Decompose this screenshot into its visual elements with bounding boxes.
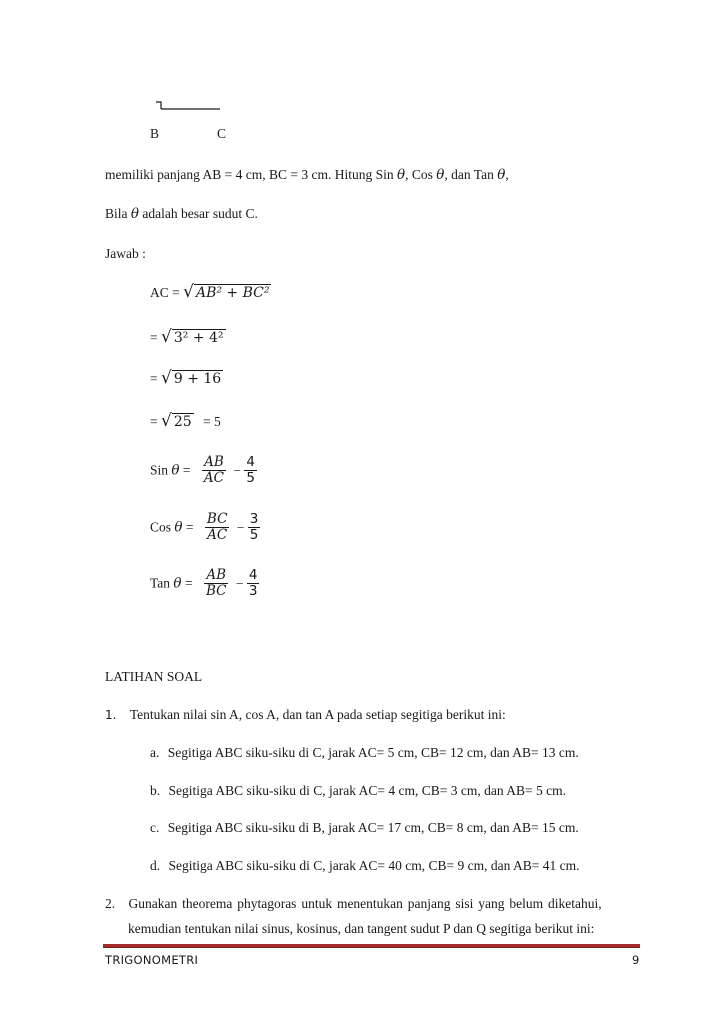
cos-label: Cos [150, 519, 172, 535]
section-heading: LATIHAN SOAL [105, 669, 203, 684]
item-label: c. [150, 820, 160, 835]
answer-label: Jawab : [105, 246, 146, 261]
problem-statement [105, 167, 509, 183]
item-text: Segitiga ABC siku-siku di B, jarak AC= 17 cm, CB= 8 cm, dan AB= 15 cm. [167, 820, 579, 835]
numerator: BC [206, 511, 228, 527]
fraction-value [247, 568, 260, 599]
item-label: b. [150, 783, 161, 798]
theta-symbol: θ [436, 167, 445, 183]
equals-sign: = [150, 414, 158, 429]
equals-sign: = [150, 371, 158, 386]
sin-label: Sin [150, 462, 169, 478]
statement-end: , [505, 167, 509, 182]
statement-text: memiliki panjang AB = 4 cm, BC = 3 cm. Hitung Sin [105, 167, 394, 182]
equals-sign: = [182, 462, 191, 478]
radicand: 3² + 4² [173, 330, 224, 346]
denominator: AC [207, 527, 228, 543]
equals-sign: = [184, 575, 193, 591]
question-text-line1: Gunakan theorema phytagoras untuk menentukan panjang sisi yang belum diketahui, [128, 896, 602, 911]
question-text: Tentukan nilai sin A, cos A, dan tan A pada setiap segitiga berikut ini: [129, 707, 506, 722]
vertex-label-b: B [150, 126, 160, 141]
theta-symbol: θ [130, 206, 140, 222]
theta-symbol: θ [497, 167, 506, 183]
denominator: 5 [246, 470, 255, 486]
list-item [150, 858, 579, 874]
radical-sign: √ [161, 411, 172, 431]
numerator: 4 [248, 567, 258, 583]
item-text: Segitiga ABC siku-siku di C, jarak AC= 5 cm, CB= 12 cm, dan AB= 13 cm. [167, 745, 579, 760]
numerator: 3 [249, 511, 259, 527]
tan-label: Tan [150, 575, 171, 591]
numerator: AB [202, 455, 226, 471]
sqrt-expression [161, 327, 226, 347]
equals-sign: = [185, 519, 194, 535]
step-ac-formula [150, 282, 271, 302]
item-label: a. [150, 745, 160, 760]
page-number: 9 [632, 953, 640, 967]
cos-ratio [150, 512, 260, 543]
theta-symbol: θ [171, 462, 180, 479]
statement-tan: , dan Tan [444, 167, 494, 182]
question-2-continued: kemudian tentukan nilai sinus, kosinus, dan tangent sudut P dan Q segitiga berikut ini: [128, 921, 595, 936]
triangle-diagram [150, 98, 230, 114]
item-text: Segitiga ABC siku-siku di C, jarak AC= 40 cm, CB= 9 cm, dan AB= 41 cm. [168, 858, 580, 873]
step-result [150, 411, 221, 431]
item-label: d. [150, 858, 161, 873]
footer-title: TRIGONOMETRI [105, 953, 199, 967]
radical-sign: √ [161, 368, 172, 388]
result-value: = 5 [203, 414, 221, 429]
numerator: 4 [246, 454, 255, 470]
radicand: AB² + BC² [195, 285, 270, 301]
theta-symbol: θ [396, 167, 406, 183]
vertex-label-c: C [217, 126, 227, 141]
sin-ratio [150, 455, 257, 486]
right-angle-mark [156, 102, 161, 109]
radicand: 25 [173, 414, 192, 430]
footer-rule [103, 944, 640, 948]
bila-prefix: Bila [105, 206, 128, 221]
radical-sign: √ [161, 327, 172, 347]
fraction-sides [204, 568, 229, 599]
question-number: 2. [105, 896, 116, 911]
fraction-value [248, 512, 261, 543]
question-number: 1. [105, 708, 117, 722]
radicand: 9 + 16 [173, 371, 222, 387]
sqrt-expression [161, 368, 223, 388]
dash-sign: − [236, 519, 245, 535]
radical-sign: √ [183, 282, 194, 302]
denominator: AC [203, 470, 224, 486]
bila-suffix: adalah besar sudut C. [142, 206, 258, 221]
fraction-value [244, 455, 257, 486]
theta-symbol: θ [174, 519, 183, 536]
item-text: Segitiga ABC siku-siku di C, jarak AC= 4 cm, CB= 3 cm, dan AB= 5 cm. [168, 783, 566, 798]
dash-sign: − [235, 575, 244, 591]
fraction-sides [202, 455, 226, 486]
sqrt-expression [161, 411, 194, 431]
tan-ratio [150, 568, 259, 599]
step-squares [150, 368, 223, 388]
list-item [150, 783, 566, 799]
equals-sign: = [150, 330, 158, 345]
denominator: 5 [249, 527, 259, 543]
denominator: 3 [248, 583, 258, 599]
theta-symbol: θ [173, 575, 182, 592]
angle-definition [105, 206, 258, 222]
fraction-sides [205, 512, 230, 543]
numerator: AB [204, 568, 229, 584]
list-item [150, 745, 579, 761]
list-item [150, 820, 579, 836]
sqrt-expression [183, 282, 271, 302]
question-2 [105, 896, 602, 912]
dash-sign: − [233, 462, 241, 478]
ac-label: AC = [150, 285, 180, 300]
question-1 [105, 707, 506, 723]
statement-cos: , Cos [405, 167, 433, 182]
step-substitute [150, 327, 226, 347]
denominator: BC [205, 583, 227, 599]
